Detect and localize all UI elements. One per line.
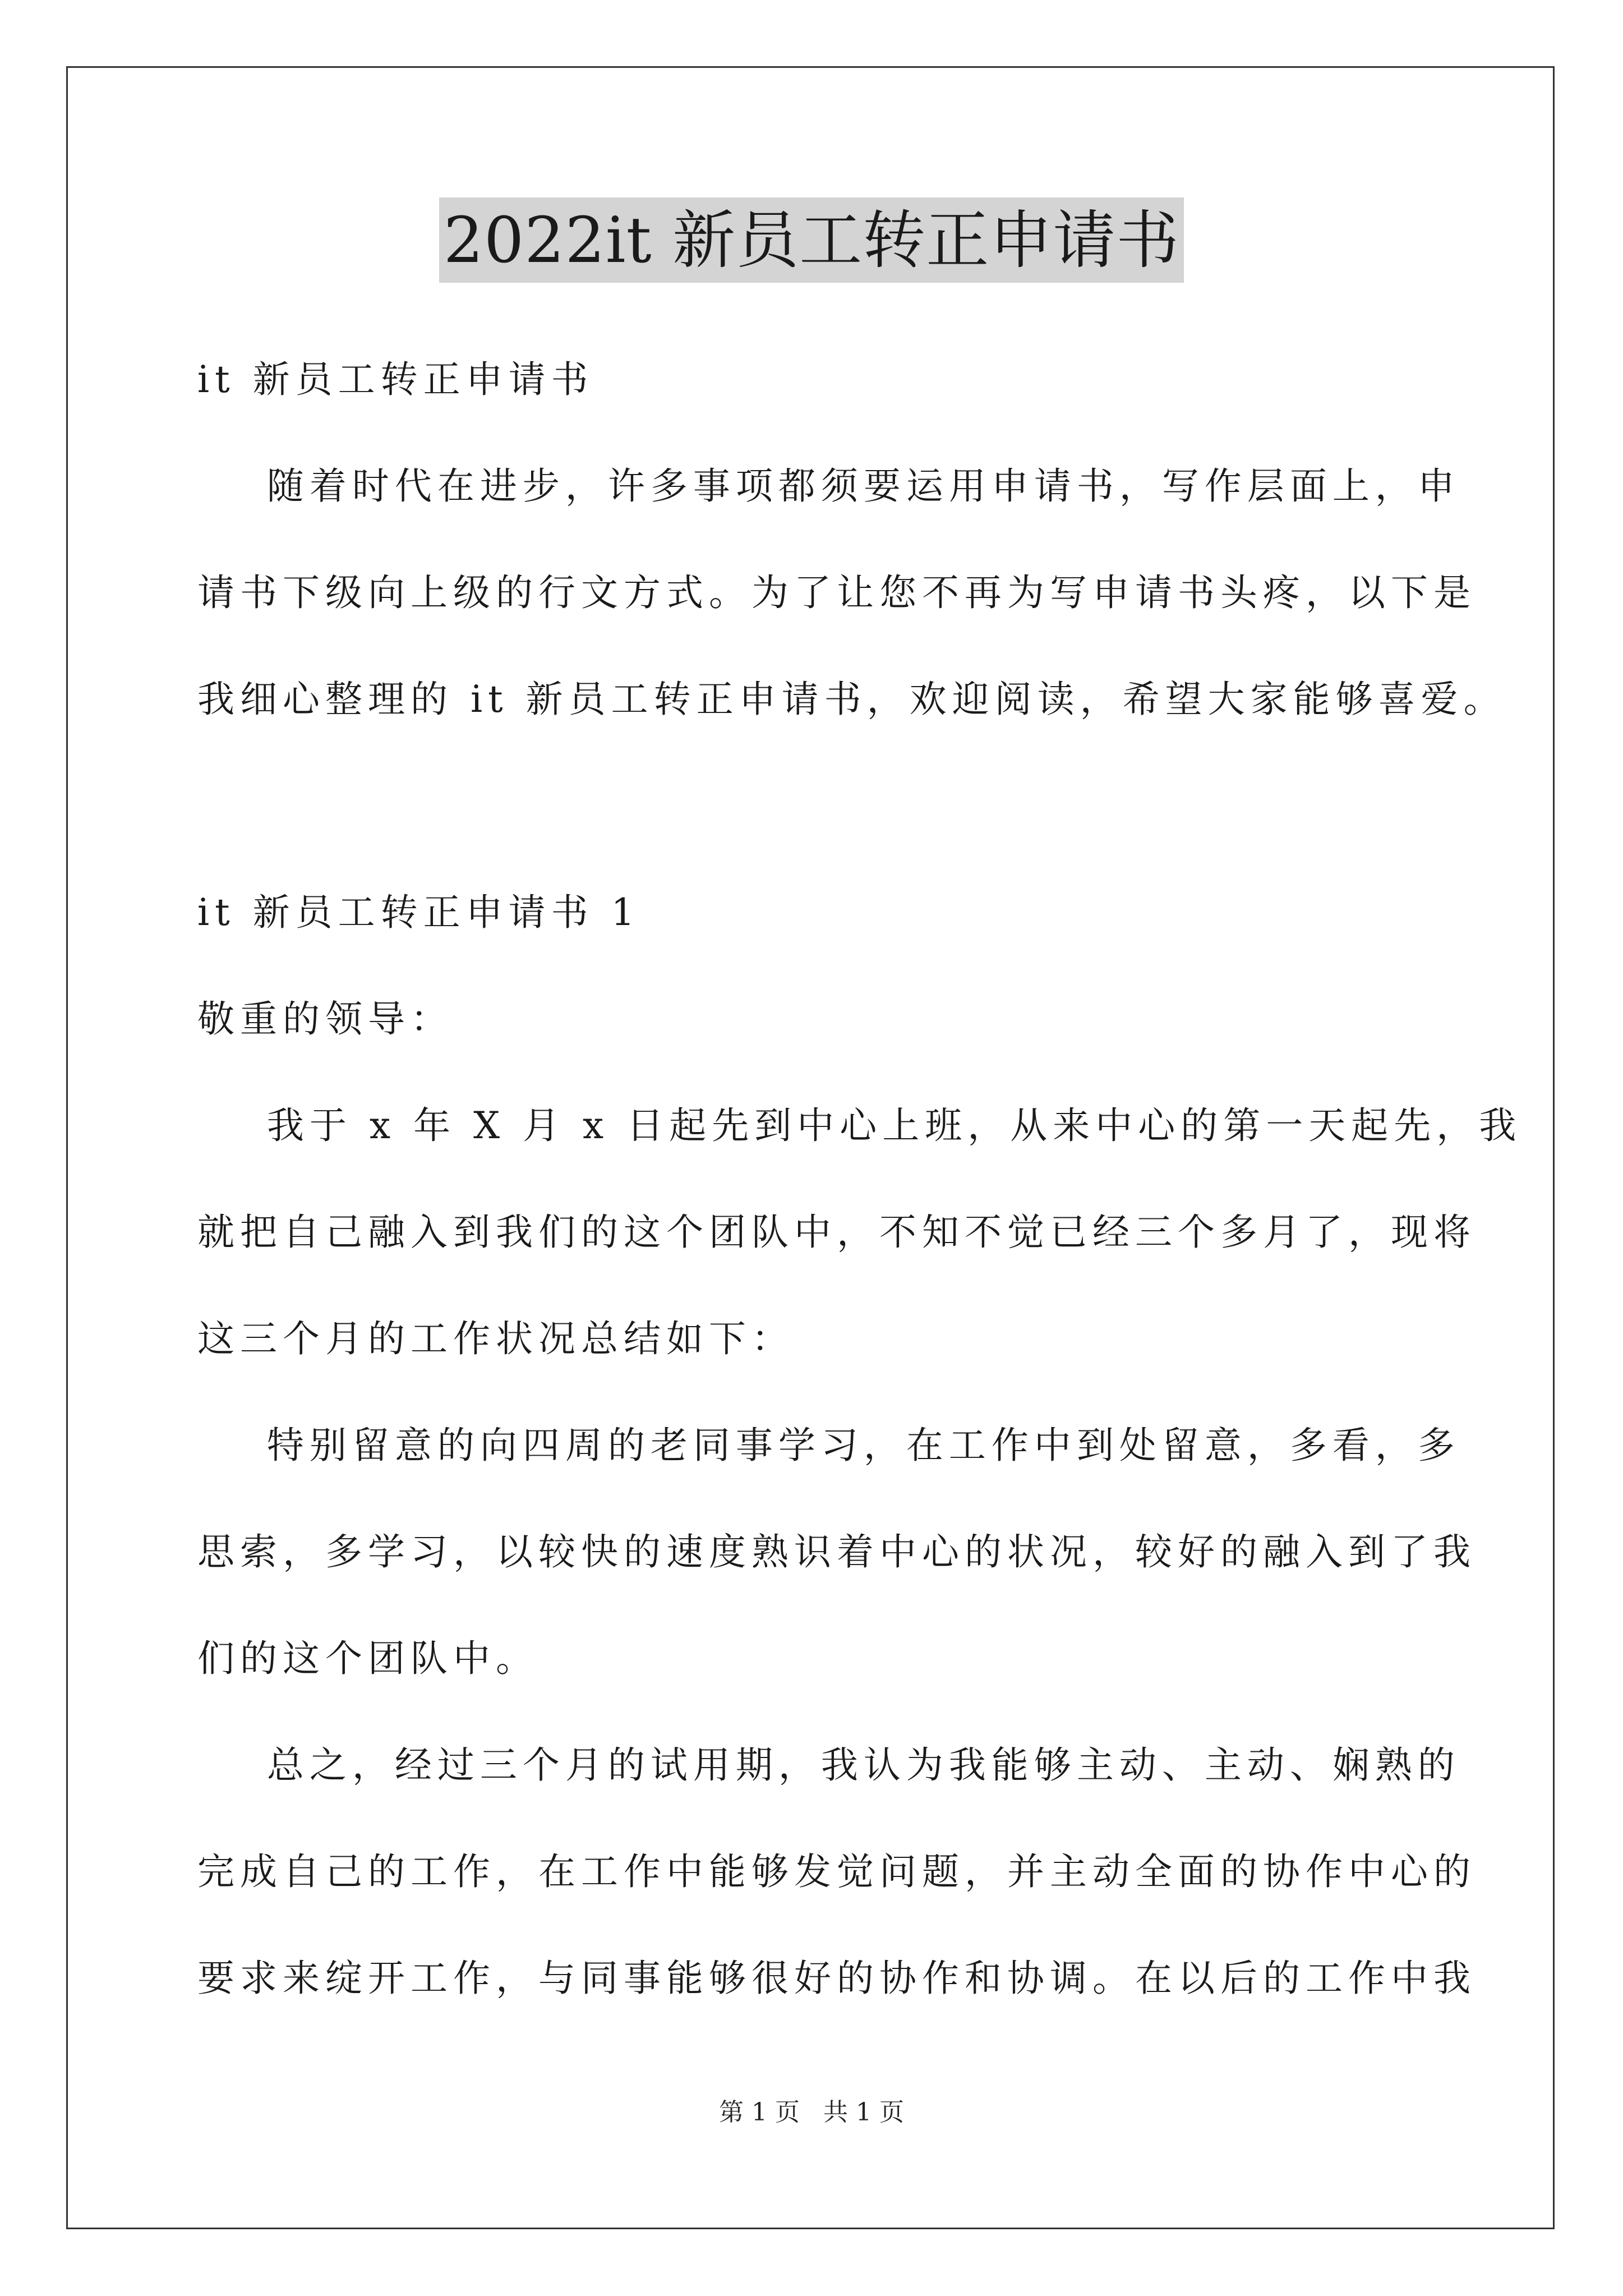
intro-line-2: 请书下级向上级的行文方式。为了让您不再为写申请书头疼，以下是 xyxy=(197,571,1476,614)
para2-line-1: 特别留意的向四周的老同事学习，在工作中到处留意，多看，多 xyxy=(197,1424,1460,1467)
para1-line-3: 这三个月的工作状况总结如下： xyxy=(197,1317,794,1360)
para1-line-1: 我于 x 年 X 月 x 日起先到中心上班，从来中心的第一天起先，我 xyxy=(197,1104,1522,1147)
page-footer: 第 1 页 共 1 页 xyxy=(719,2098,904,2127)
para3-line-3: 要求来绽开工作，与同事能够很好的协作和协调。在以后的工作中我 xyxy=(197,1957,1476,2000)
document-title: 2022it 新员工转正申请书 xyxy=(439,197,1184,283)
para1-line-2: 就把自己融入到我们的这个团队中，不知不觉已经三个多月了，现将 xyxy=(197,1211,1476,1254)
para2-line-3: 们的这个团队中。 xyxy=(197,1637,538,1680)
intro-line-1: 随着时代在进步，许多事项都须要运用申请书，写作层面上，申 xyxy=(197,464,1460,508)
subtitle-line: it 新员工转正申请书 xyxy=(197,358,594,401)
para3-line-2: 完成自己的工作，在工作中能够发觉问题，并主动全面的协作中心的 xyxy=(197,1850,1476,1893)
intro-line-3: 我细心整理的 it 新员工转正申请书，欢迎阅读，希望大家能够喜爱。 xyxy=(197,678,1506,721)
salutation: 敬重的领导： xyxy=(197,997,453,1041)
para2-line-2: 思索，多学习，以较快的速度熟识着中心的状况，较好的融入到了我 xyxy=(197,1530,1476,1573)
section-heading: it 新员工转正申请书 1 xyxy=(197,891,640,934)
para3-line-1: 总之，经过三个月的试用期，我认为我能够主动、主动、娴熟的 xyxy=(197,1743,1460,1787)
title-container xyxy=(0,197,1623,283)
